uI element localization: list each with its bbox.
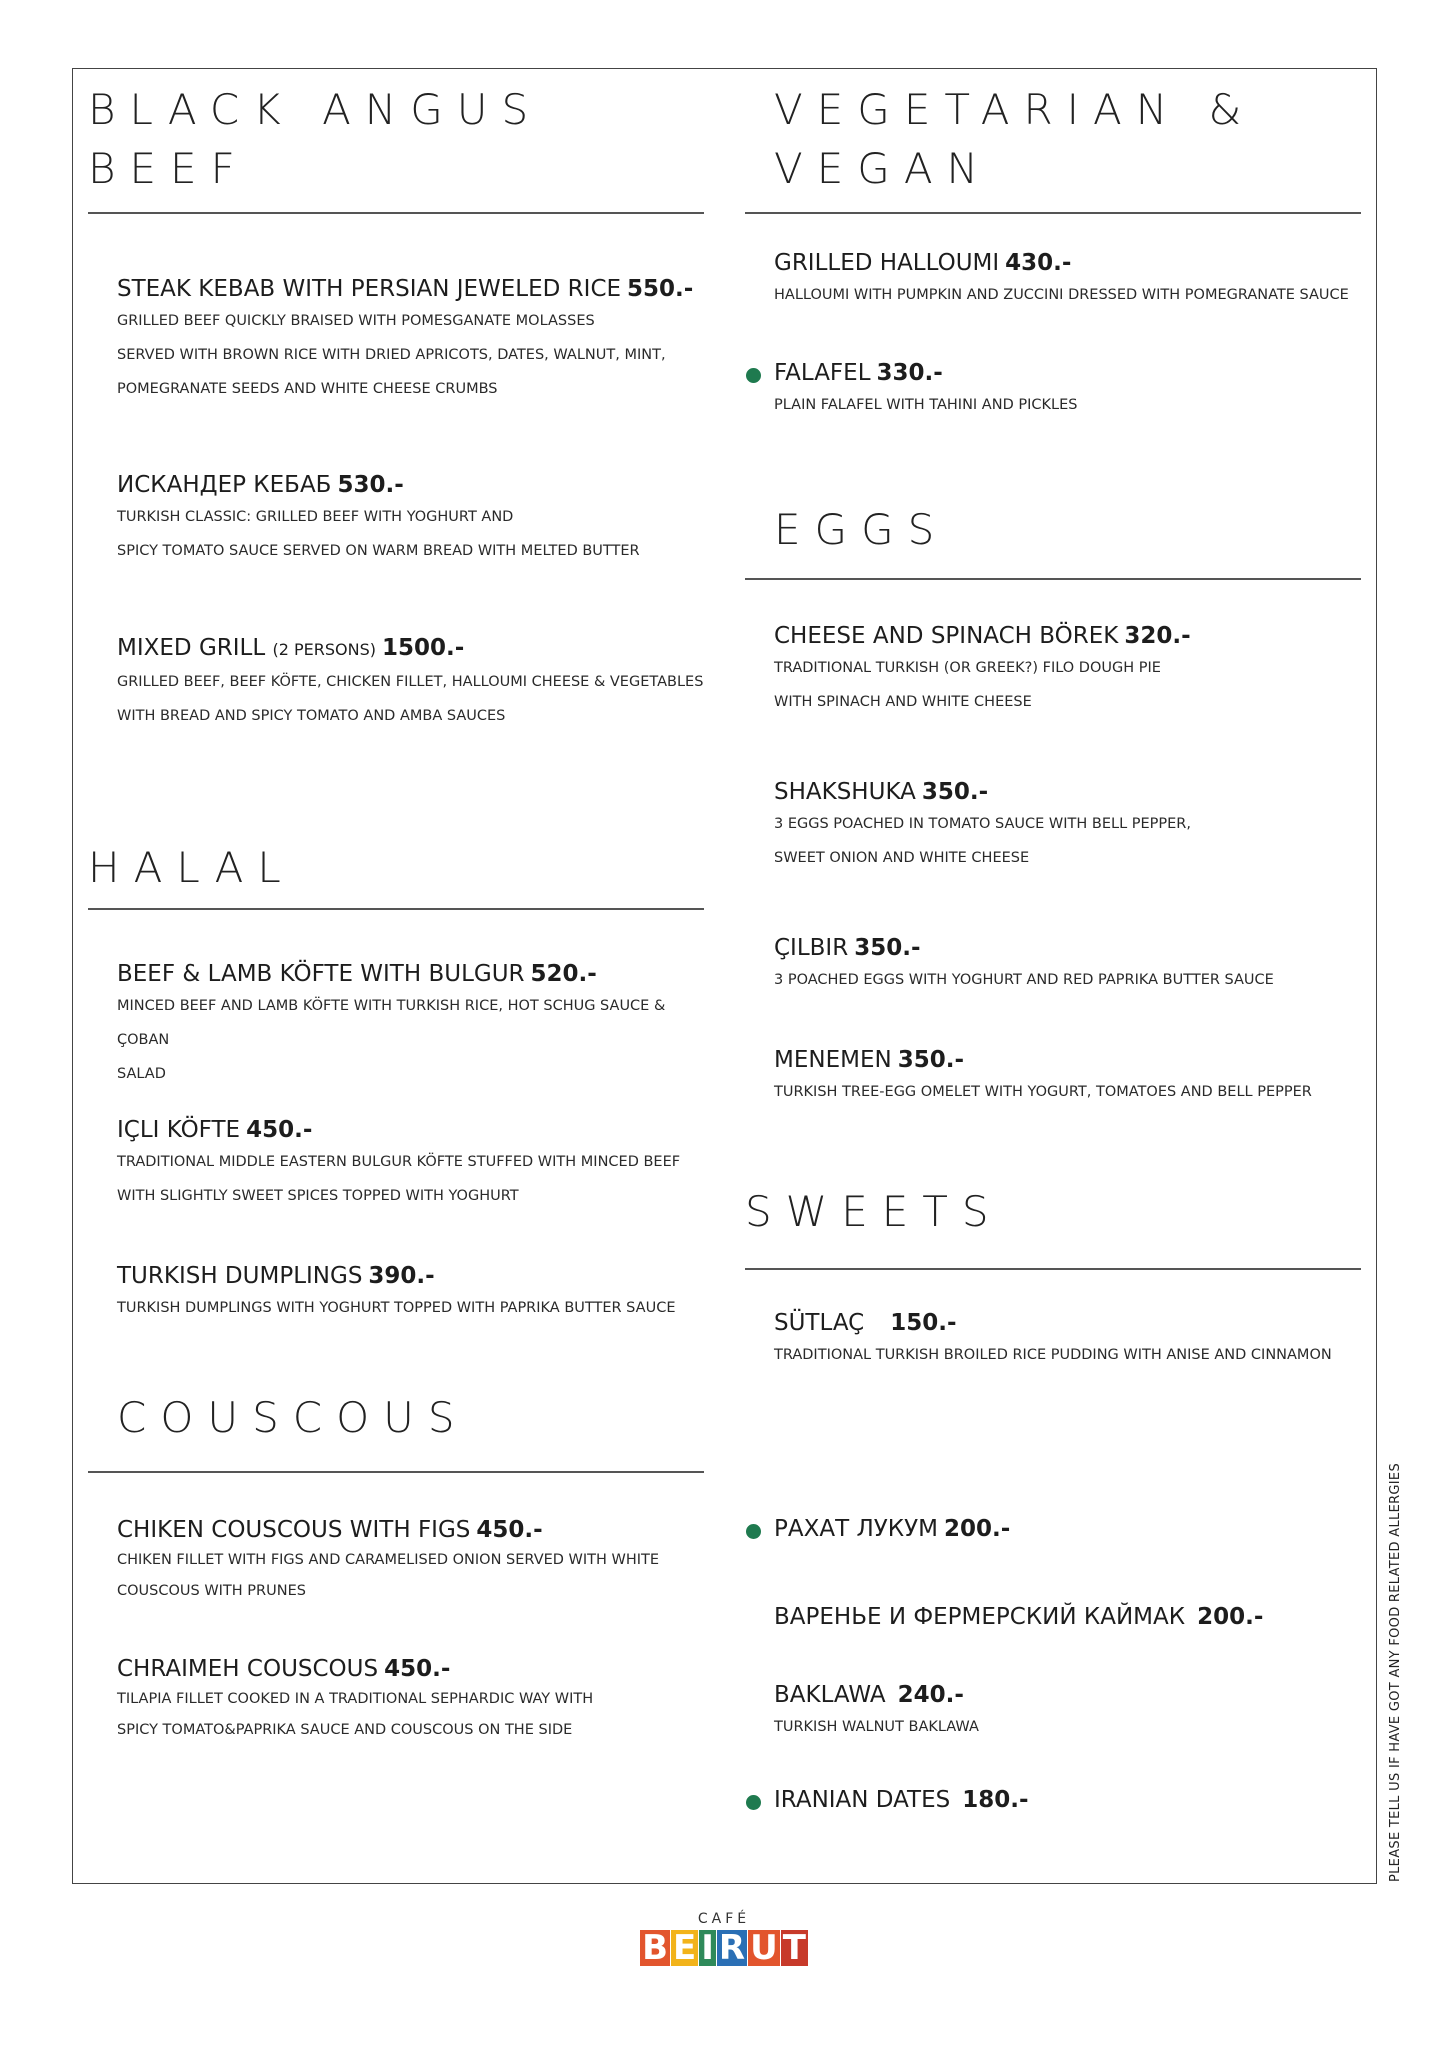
item-heading — [117, 1515, 717, 1545]
item-price: 430.- — [1005, 250, 1072, 276]
logo-letter: I — [701, 1928, 714, 1968]
section-divider — [88, 1471, 704, 1473]
item-name: ÇILBIR — [774, 935, 849, 961]
vegan-marker-dot — [746, 1795, 761, 1810]
menu-item-rahat-lukum — [774, 1514, 1374, 1544]
item-name: CHEESE AND SPINACH BÖREK — [774, 623, 1119, 649]
item-description: GRILLED BEEF, BEEF KÖFTE, CHICKEN FILLET, HALLOUMI CHEESE & VEGETABLES WITH BREAD AND SPICY TOMATO AND AMBA SAUCES — [117, 674, 704, 724]
item-description: TRADITIONAL TURKISH (OR GREEK?) FILO DOUGH PIE WITH SPINACH AND WHITE CHEESE — [774, 660, 1161, 710]
section-title-black-angus-beef: BLACK ANGUS BEEF — [88, 85, 543, 193]
item-name: CHIKEN COUSCOUS WITH FIGS — [117, 1517, 471, 1543]
item-price: 180.- — [962, 1787, 1029, 1813]
item-price: 390.- — [368, 1263, 435, 1289]
item-description: HALLOUMI WITH PUMPKIN AND ZUCCINI DRESSED WITH POMEGRANATE SAUCE — [774, 287, 1349, 303]
item-heading — [117, 470, 717, 500]
item-heading — [117, 633, 717, 665]
item-price: 450.- — [384, 1656, 451, 1682]
logo-letter: E — [673, 1928, 697, 1968]
item-description: TRADITIONAL TURKISH BROILED RICE PUDDING WITH ANISE AND CINNAMON — [774, 1347, 1332, 1363]
item-description: TURKISH DUMPLINGS WITH YOGHURT TOPPED WITH PAPRIKA BUTTER SAUCE — [117, 1300, 676, 1316]
item-name: FALAFEL — [774, 360, 871, 386]
item-price: 530.- — [337, 472, 404, 498]
item-name: ВАРЕНЬЕ И ФЕРМЕРСКИЙ КАЙМАК — [774, 1604, 1186, 1630]
vegan-marker-dot — [746, 368, 761, 383]
menu-item-menemen — [774, 1045, 1374, 1109]
section-title-vegetarian-vegan: VEGETARIAN & VEGAN — [774, 85, 1256, 193]
section-divider — [88, 908, 704, 910]
menu-item-cheese-spinach-borek — [774, 621, 1374, 719]
item-name: РАХАТ ЛУКУМ — [774, 1516, 938, 1542]
item-heading — [117, 959, 717, 989]
item-price: 330.- — [876, 360, 943, 386]
item-price: 550.- — [627, 276, 694, 302]
section-divider — [745, 578, 1361, 580]
item-heading — [117, 1115, 717, 1145]
item-description: 3 POACHED EGGS WITH YOGHURT AND RED PAPRIKA BUTTER SAUCE — [774, 972, 1274, 988]
section-divider — [745, 212, 1361, 214]
item-description: PLAIN FALAFEL WITH TAHINI AND PICKLES — [774, 397, 1078, 413]
item-heading — [774, 621, 1374, 651]
item-description: TURKISH CLASSIC: GRILLED BEEF WITH YOGHURT AND SPICY TOMATO SAUCE SERVED ON WARM BREAD WITH MELTED BUTTER — [117, 509, 640, 559]
cafe-beirut-logo — [642, 1910, 806, 1968]
menu-item-icli-kofte — [117, 1115, 717, 1213]
item-name: MENEMEN — [774, 1047, 892, 1073]
item-description: TURKISH WALNUT BAKLAWA — [774, 1719, 979, 1735]
menu-item-grilled-halloumi — [774, 248, 1374, 312]
menu-item-shakshuka — [774, 777, 1374, 875]
menu-item-turkish-dumplings — [117, 1261, 717, 1325]
menu-item-steak-kebab — [117, 274, 717, 406]
menu-item-varenye-kaymak — [774, 1602, 1374, 1632]
logo-letter: B — [642, 1928, 669, 1968]
item-description: TRADITIONAL MIDDLE EASTERN BULGUR KÖFTE STUFFED WITH MINCED BEEF WITH SLIGHTLY SWEET SPICES TOPPED WITH YOGHURT — [117, 1154, 681, 1204]
menu-item-falafel — [774, 358, 1374, 422]
item-price: 350.- — [854, 935, 921, 961]
menu-item-beef-lamb-kofte — [117, 959, 717, 1091]
item-name: IÇLI KÖFTE — [117, 1117, 241, 1143]
section-divider — [88, 212, 704, 214]
item-name: IRANIAN DATES — [774, 1787, 951, 1813]
menu-item-baklawa — [774, 1680, 1374, 1744]
item-heading — [117, 1261, 717, 1291]
item-price: 200.- — [1197, 1604, 1264, 1630]
menu-item-iranian-dates — [774, 1785, 1374, 1815]
menu-item-chraimeh-couscous — [117, 1654, 717, 1746]
item-note: (2 PERSONS) — [272, 640, 376, 659]
item-price: 350.- — [897, 1047, 964, 1073]
item-description: MINCED BEEF AND LAMB KÖFTE WITH TURKISH RICE, HOT SCHUG SAUCE & ÇOBAN SALAD — [117, 998, 666, 1082]
item-heading — [117, 274, 717, 304]
item-heading — [774, 777, 1374, 807]
item-price: 520.- — [530, 961, 597, 987]
item-heading — [774, 248, 1374, 278]
item-name: ИСКАНДЕР КЕБАБ — [117, 472, 332, 498]
section-title-eggs: EGGS — [774, 505, 949, 554]
item-price: 450.- — [246, 1117, 313, 1143]
item-heading — [774, 358, 1374, 388]
menu-item-cilbir — [774, 933, 1374, 997]
section-title-couscous: COUSCOUS — [117, 1393, 469, 1442]
item-name: GRILLED HALLOUMI — [774, 250, 1000, 276]
item-heading — [774, 1045, 1374, 1075]
item-description: TURKISH TREE-EGG OMELET WITH YOGURT, TOMATOES AND BELL PEPPER — [774, 1084, 1312, 1100]
item-name: TURKISH DUMPLINGS — [117, 1263, 363, 1289]
item-name: BAKLAWA — [774, 1682, 886, 1708]
item-name: SÜTLAÇ — [774, 1310, 865, 1336]
item-heading — [774, 1602, 1374, 1632]
logo-letter: U — [750, 1928, 778, 1968]
item-description: GRILLED BEEF QUICKLY BRAISED WITH POMESGANATE MOLASSES SERVED WITH BROWN RICE WITH DRIED APRICOTS, DATES, WALNUT, MINT, POMEGRANATE SEEDS AND WHITE CHEESE CRUMBS — [117, 313, 666, 397]
item-price: 320.- — [1124, 623, 1191, 649]
item-name: MIXED GRILL — [117, 635, 266, 661]
item-name: STEAK KEBAB WITH PERSIAN JEWELED RICE — [117, 276, 622, 302]
item-price: 200.- — [943, 1516, 1011, 1542]
item-price: 1500.- — [381, 635, 465, 661]
item-heading — [774, 1785, 1374, 1815]
allergy-note: PLEASE TELL US IF HAVE GOT ANY FOOD RELATED ALLERGIES — [1388, 1462, 1403, 1882]
item-price: 450.- — [476, 1517, 543, 1543]
item-heading — [774, 933, 1374, 963]
item-heading — [117, 1654, 717, 1684]
menu-item-iskander-kebab — [117, 470, 717, 568]
item-heading — [774, 1680, 1374, 1710]
item-description: CHIKEN FILLET WITH FIGS AND CARAMELISED ONION SERVED WITH WHITE COUSCOUS WITH PRUNES — [117, 1552, 660, 1599]
menu-item-mixed-grill — [117, 633, 717, 733]
section-divider — [745, 1268, 1361, 1270]
vegan-marker-dot — [746, 1524, 761, 1539]
menu-item-sutlac — [774, 1308, 1374, 1372]
item-price: 150.- — [890, 1310, 957, 1336]
item-price: 240.- — [897, 1682, 964, 1708]
item-description: TILAPIA FILLET COOKED IN A TRADITIONAL SEPHARDIC WAY WITH SPICY TOMATO&PAPRIKA SAUCE AND COUSCOUS ON THE SIDE — [117, 1691, 594, 1738]
item-heading — [774, 1514, 1374, 1544]
item-name: CHRAIMEH COUSCOUS — [117, 1656, 379, 1682]
section-title-halal: HALAL — [88, 843, 295, 892]
item-description: 3 EGGS POACHED IN TOMATO SAUCE WITH BELL PEPPER, SWEET ONION AND WHITE CHEESE — [774, 816, 1191, 866]
menu-item-chiken-couscous — [117, 1515, 717, 1607]
logo-letter: T — [782, 1928, 806, 1968]
item-name: BEEF & LAMB KÖFTE WITH BULGUR — [117, 961, 525, 987]
logo-wordmark — [642, 1928, 806, 1968]
item-heading — [774, 1308, 1374, 1338]
logo-letter: R — [718, 1928, 746, 1968]
item-name: SHAKSHUKA — [774, 779, 916, 805]
section-title-sweets: SWEETS — [745, 1187, 1003, 1236]
item-price: 350.- — [921, 779, 989, 805]
logo-cafe-text: CAFÉ — [697, 1911, 751, 1927]
